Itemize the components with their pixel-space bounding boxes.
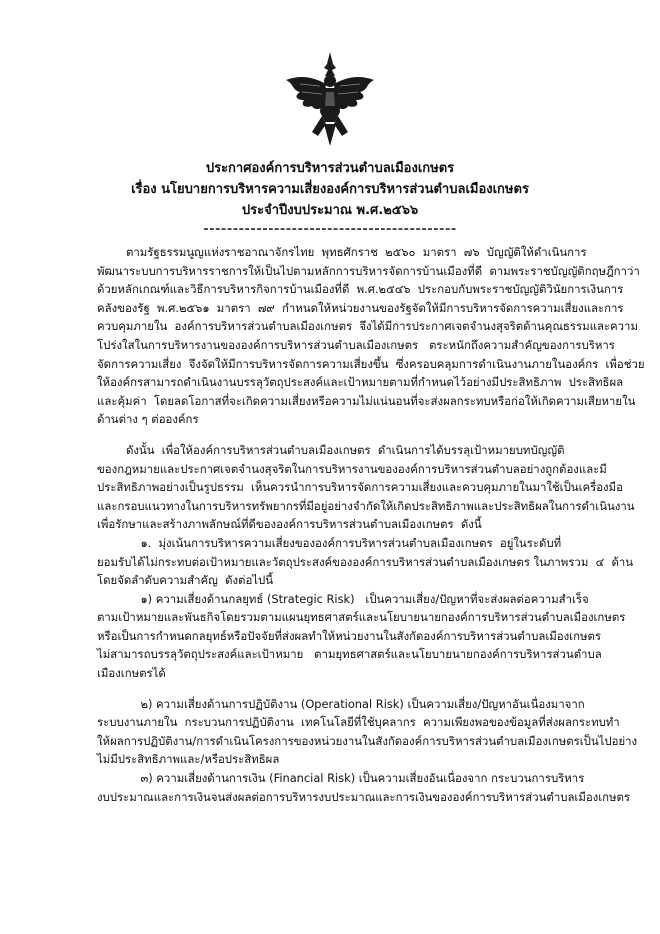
header-divider: ------------------------------------------- [203, 222, 457, 237]
text-line: คลังของรัฐ พ.ศ.๒๕๖๑ มาตรา ๗๙ กำหนดให้หน่วยงานของรัฐจัดให้มีการบริหารจัดการความเสี่ยงและการ [97, 300, 624, 315]
paragraph-strategic-risk [97, 590, 626, 683]
text-line: ๒) ความเสี่ยงด้านการปฏิบัติงาน (Operational Risk) เป็นความเสี่ยง/ปัญหาอันเนื่องมาจาก [97, 696, 585, 711]
text-line: ตามรัฐธรรมนูญแห่งราชอาณาจักรไทย พุทธศักราช ๒๕๖๐ มาตรา ๗๖ บัญญัติให้ดำเนินการ [97, 245, 587, 259]
garuda-emblem-icon [280, 50, 380, 150]
text-line: ตามเป้าหมายและพันธกิจโดยรวมตามแผนยุทธศาสตร์และนโยบายนายกองค์การบริหารส่วนตำบลเมืองเกษตร [97, 610, 626, 625]
text-line: และกรอบแนวทางในการบริหารทรัพยากรที่มีอยู่อย่างจำกัดให้เกิดประสิทธิภาพและประสิทธิผลในการดำเนินงาน [97, 498, 635, 513]
text-line: ควบคุมภายใน องค์การบริหารส่วนตำบลเมืองเกษตร จึงได้มีการประกาศเจตจำนงสุจริตด้านคุณธรรมและความ [97, 319, 638, 334]
text-line: ๑) ความเสี่ยงด้านกลยุทธ์ (Strategic Risk) เป็นความเสี่ยง/ปัญหาที่จะส่งผลต่อความสำเร็จ [97, 591, 589, 606]
text-line: โดยจัดลำดับความสำคัญ ดังต่อไปนี้ [97, 573, 274, 588]
paragraph-policy [97, 441, 635, 590]
text-line: ไม่มีประสิทธิภาพและ/หรือประสิทธิผล [97, 752, 280, 767]
paragraph-operational-risk [97, 695, 638, 769]
announcement-header [0, 158, 660, 240]
text-line: ให้องค์กรสามารถดำเนินงานบรรลุวัตถุประสงค์และเป้าหมายตามที่กำหนดไว้อย่างมีประสิทธิภาพ ประสิทธิผล [97, 375, 624, 390]
text-line: เพื่อรักษาและสร้างภาพลักษณ์ที่ดีขององค์การบริหารส่วนตำบลเมืองเกษตร ดังนี้ [97, 517, 482, 532]
paragraph-financial-risk [97, 769, 631, 806]
announcement-subject: เรื่อง นโยบายการบริหารความเสี่ยงองค์การบริหารส่วนตำบลเมืองเกษตร [131, 182, 529, 197]
text-line: เมืองเกษตรได้ [97, 666, 166, 681]
text-line: ระบบงานภายใน กระบวนการปฏิบัติงาน เทคโนโลยีที่ใช้บุคลากร ความเพียงพอของข้อมูลที่ส่งผลกระทบทำ [97, 715, 620, 730]
text-line: ด้านต่าง ๆ ต่อองค์กร [97, 412, 199, 427]
text-line: ยอมรับได้ไม่กระทบต่อเป้าหมายและวัตถุประสงค์ขององค์การบริหารส่วนตำบลเมืองเกษตร ในภาพรวม ๔ ด้าน [97, 554, 634, 569]
text-line: ให้ผลการปฏิบัติงาน/การดำเนินโครงการของหน่วยงานในสังกัดองค์การบริหารส่วนตำบลเมืองเกษตรเป็นไปอย่าง [97, 733, 638, 748]
text-line: ประสิทธิภาพอย่างเป็นรูปธรรม เห็นควรนำการบริหารจัดการความเสี่ยงและควบคุมภายในมาใช้เป็นเครื่องมือ [97, 480, 623, 495]
text-line: โปร่งใสในการบริหารงานขององค์การบริหารส่วนตำบลเมืองเกษตร ตระหนักถึงความสำคัญของการบริหาร [97, 337, 615, 352]
text-line: ๓) ความเสี่ยงด้านการเงิน (Financial Risk) เป็นความเสี่ยงอันเนื่องจาก กระบวนการบริหาร [97, 771, 585, 786]
text-line: ๑. มุ่งเน้นการบริหารความเสี่ยงขององค์การบริหารส่วนตำบลเมืองเกษตร อยู่ในระดับที่ [97, 535, 562, 550]
paragraph-background [97, 243, 645, 429]
text-line: ดังนั้น เพื่อให้องค์การบริหารส่วนตำบลเมืองเกษตร ดำเนินการได้บรรลุเป้าหมายบทบัญญัติ [97, 442, 565, 457]
text-line: พัฒนาระบบการบริหารราชการให้เป็นไปตามหลักการบริหารจัดการบ้านเมืองที่ดี ตามพระราชบัญญัติกฤษฎีกาว่า [97, 263, 640, 278]
document-body [97, 243, 645, 806]
text-line: หรือเป็นการกำหนดกลยุทธ์หรือปัจจัยที่ส่งผลทำให้หน่วยงานในสังกัดองค์การบริหารส่วนตำบลเมืองเกษตร [97, 628, 601, 643]
text-line: และคุ้มค่า โดยลดโอกาสที่จะเกิดความเสี่ยงหรือความไม่แน่นอนที่จะส่งผลกระทบหรือก่อให้เกิดความเสียหายใน [97, 393, 636, 408]
text-line: ด้วยหลักเกณฑ์และวิธีการบริหารกิจการบ้านเมืองที่ดี พ.ศ.๒๕๔๖ ประกอบกับพระราชบัญญัติวินัยการเงินการ [97, 282, 624, 297]
text-line: จัดการความเสี่ยง จึงจัดให้มีการบริหารจัดการความเสี่ยงขึ้น ซึ่งครอบคลุมการดำเนินงานภายในองค์กร เพื่อช่วย [97, 356, 645, 371]
text-line: ของกฎหมายและประกาศเจตจำนงสุจริตในการบริหารงานขององค์การบริหารส่วนตำบลอย่างถูกต้องและมี [97, 461, 607, 476]
announcement-title: ประกาศองค์การบริหารส่วนตำบลเมืองเกษตร [205, 161, 455, 176]
text-line: ไม่สามารถบรรลุวัตถุประสงค์และเป้าหมาย ตามยุทธศาสตร์และนโยบายนายกองค์การบริหารส่วนตำบล [97, 647, 602, 662]
fiscal-year: ประจำปีงบประมาณ พ.ศ.๒๕๖๖ [241, 203, 419, 218]
text-line: งบประมาณและการเงินจนส่งผลต่อการบริหารงบประมาณและการเงินขององค์การบริหารส่วนตำบลเมืองเกษตร [97, 789, 631, 804]
